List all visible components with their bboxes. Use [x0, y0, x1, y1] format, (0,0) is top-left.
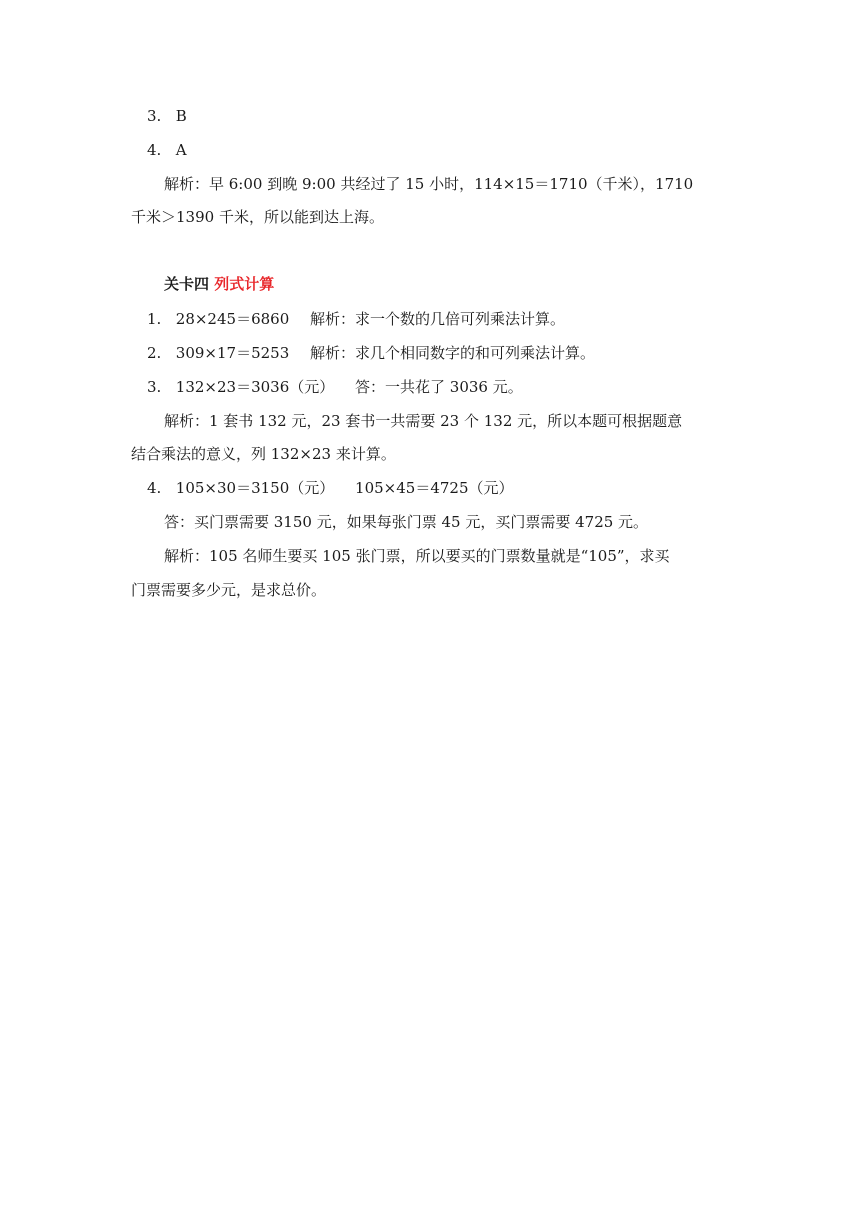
calc-item-2	[147, 343, 595, 363]
item-number: 4.	[147, 141, 162, 159]
item-answer: A	[175, 141, 187, 159]
answer-item-3	[147, 106, 187, 126]
item-number: 2.	[147, 344, 162, 362]
analysis-paragraph-line: 解析：早 6:00 到晚 9:00 共经过了 15 小时，114×15＝1710（千米），1710	[164, 175, 694, 193]
answer-paragraph-line: 答：买门票需要 3150 元，如果每张门票 45 元，买门票需要 4725 元。	[164, 513, 649, 531]
item-number: 4.	[147, 479, 162, 497]
item-formula: 309×17＝5253	[175, 344, 290, 362]
item-note: 解析：求一个数的几倍可列乘法计算。	[310, 310, 566, 328]
item-formula: 105×30＝3150（元）	[175, 479, 335, 497]
section-heading	[164, 274, 274, 294]
answer-item-4	[147, 140, 187, 160]
item-note: 答：一共花了 3036 元。	[355, 378, 523, 396]
analysis-paragraph-line: 门票需要多少元，是求总价。	[131, 581, 327, 599]
section-heading-title: 列式计算	[214, 275, 275, 293]
item-number: 3.	[147, 378, 162, 396]
analysis-paragraph-line: 解析：1 套书 132 元，23 套书一共需要 23 个 132 元，所以本题可根据题意	[164, 412, 683, 430]
analysis-paragraph-line: 解析：105 名师生要买 105 张门票，所以要买的门票数量就是“105”，求买	[164, 547, 670, 565]
item-formula: 28×245＝6860	[175, 310, 290, 328]
calc-item-4	[147, 478, 514, 498]
calc-item-1	[147, 309, 565, 329]
item-formula: 132×23＝3036（元）	[175, 378, 335, 396]
analysis-paragraph-line: 千米＞1390 千米，所以能到达上海。	[131, 208, 384, 226]
analysis-paragraph-line: 结合乘法的意义，列 132×23 来计算。	[131, 445, 396, 463]
item-note: 解析：求几个相同数字的和可列乘法计算。	[310, 344, 596, 362]
item-note: 105×45＝4725（元）	[355, 479, 514, 497]
section-heading-prefix: 关卡四	[164, 275, 210, 293]
calc-item-3	[147, 377, 523, 397]
item-number: 3.	[147, 107, 162, 125]
item-answer: B	[175, 107, 187, 125]
item-number: 1.	[147, 310, 162, 328]
